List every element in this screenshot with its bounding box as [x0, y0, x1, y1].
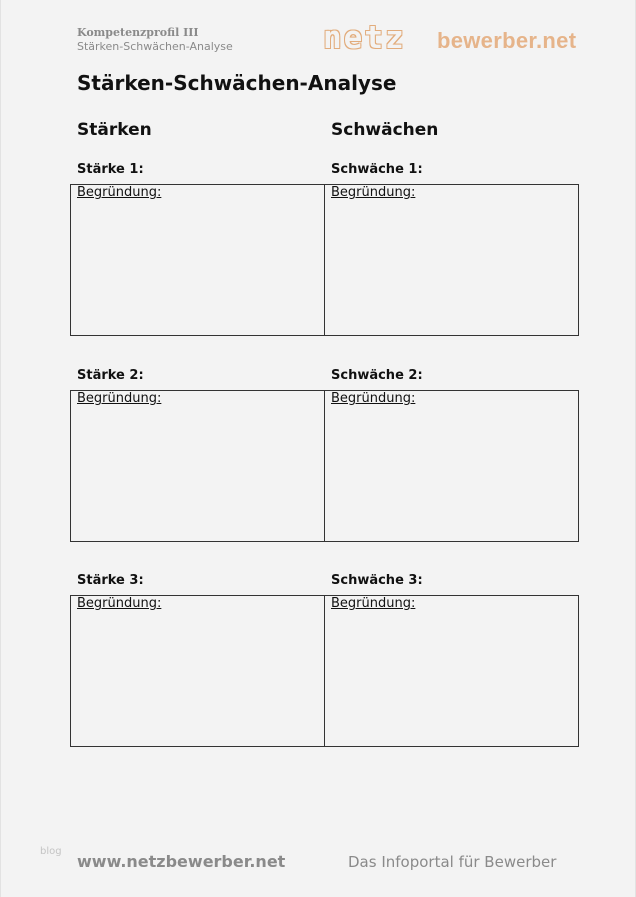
- weakness-2-field[interactable]: [324, 391, 578, 541]
- logo-netz-text: netz: [323, 20, 406, 56]
- strength-3-label: Stärke 3:: [77, 573, 144, 588]
- weakness-3-field[interactable]: [324, 596, 578, 746]
- watermark-text: blog: [40, 846, 62, 857]
- weakness-2-reason-label: Begründung:: [331, 391, 416, 406]
- strength-3-field[interactable]: [71, 596, 324, 746]
- analysis-box-3: [70, 595, 579, 747]
- strength-1-label: Stärke 1:: [77, 162, 144, 177]
- strength-3-reason-label: Begründung:: [77, 596, 162, 611]
- weakness-3-label: Schwäche 3:: [331, 573, 423, 588]
- weakness-1-field[interactable]: [324, 185, 578, 335]
- weakness-3-reason-label: Begründung:: [331, 596, 416, 611]
- weaknesses-heading: Schwächen: [331, 120, 439, 140]
- header-subtitle: Stärken-Schwächen-Analyse: [77, 40, 233, 53]
- strength-2-field[interactable]: [71, 391, 324, 541]
- weakness-2-label: Schwäche 2:: [331, 368, 423, 383]
- strength-1-field[interactable]: [71, 185, 324, 335]
- strengths-heading: Stärken: [77, 120, 152, 140]
- footer-url[interactable]: www.netzbewerber.net: [77, 852, 286, 871]
- weakness-1-label: Schwäche 1:: [331, 162, 423, 177]
- header-title: Kompetenzprofil III: [77, 26, 199, 39]
- document-title: Stärken-Schwächen-Analyse: [77, 71, 397, 95]
- analysis-box-1: [70, 184, 579, 336]
- footer-tagline: Das Infoportal für Bewerber: [348, 853, 557, 871]
- logo-domain-text: bewerber.net: [437, 28, 577, 53]
- netzbewerber-logo: [323, 22, 575, 56]
- analysis-box-2: [70, 390, 579, 542]
- strength-2-label: Stärke 2:: [77, 368, 144, 383]
- weakness-1-reason-label: Begründung:: [331, 185, 416, 200]
- strength-2-reason-label: Begründung:: [77, 391, 162, 406]
- strength-1-reason-label: Begründung:: [77, 185, 162, 200]
